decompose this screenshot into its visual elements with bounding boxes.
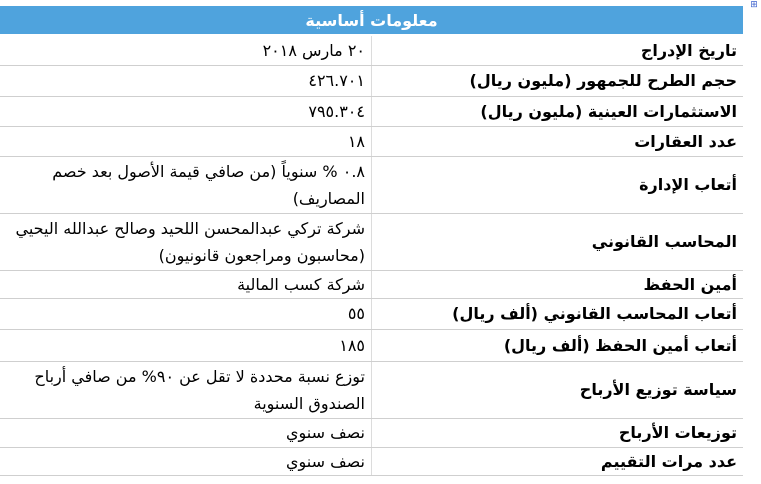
row-label: المحاسب القانوني [372,213,744,270]
row-value: توزع نسبة محددة لا تقل عن ٩٠% من صافي أرباح الصندوق السنوية [0,361,372,418]
table-anchor-icon: ⊞ [750,0,758,10]
row-label: الاستثمارات العينية (مليون ريال) [372,96,744,126]
table-title: معلومات أساسية [0,6,743,35]
table-row [0,329,743,361]
row-label: حجم الطرح للجمهور (مليون ريال) [372,65,744,96]
table-row [0,156,743,213]
row-label: توزيعات الأرباح [372,418,744,447]
row-label: تاريخ الإدراج [372,35,744,65]
row-value: ٧٩٥.٣٠٤ [0,96,372,126]
row-value: نصف سنوي [0,418,372,447]
table-row [0,96,743,126]
table-row [0,447,743,475]
row-value: شركة تركي عبدالمحسن اللحيد وصالح عبدالله اليحيي (محاسبون ومراجعون قانونيون) [0,213,372,270]
row-label: عدد مرات التقييم [372,447,744,475]
row-value: ٠.٨ % سنوياً (من صافي قيمة الأصول بعد خصم المصاريف) [0,156,372,213]
row-value: ١٨ [0,126,372,156]
table-row [0,213,743,270]
row-value: ١٨٥ [0,329,372,361]
row-value: ٥٥ [0,298,372,329]
table-row [0,270,743,298]
row-label: أمين الحفظ [372,270,744,298]
row-label: أتعاب المحاسب القانوني (ألف ريال) [372,298,744,329]
row-value: شركة كسب المالية [0,270,372,298]
table-row [0,361,743,418]
row-value: ٤٢٦.٧٠١ [0,65,372,96]
table-row [0,35,743,65]
row-value: نصف سنوي [0,447,372,475]
table-row [0,126,743,156]
row-label: عدد العقارات [372,126,744,156]
table-row [0,418,743,447]
table-row [0,298,743,329]
basic-info-table [0,6,743,476]
row-label: أتعاب أمين الحفظ (ألف ريال) [372,329,744,361]
row-value: ٢٠ مارس ٢٠١٨ [0,35,372,65]
row-label: أتعاب الإدارة [372,156,744,213]
row-label: سياسة توزيع الأرباح [372,361,744,418]
table-row [0,65,743,96]
